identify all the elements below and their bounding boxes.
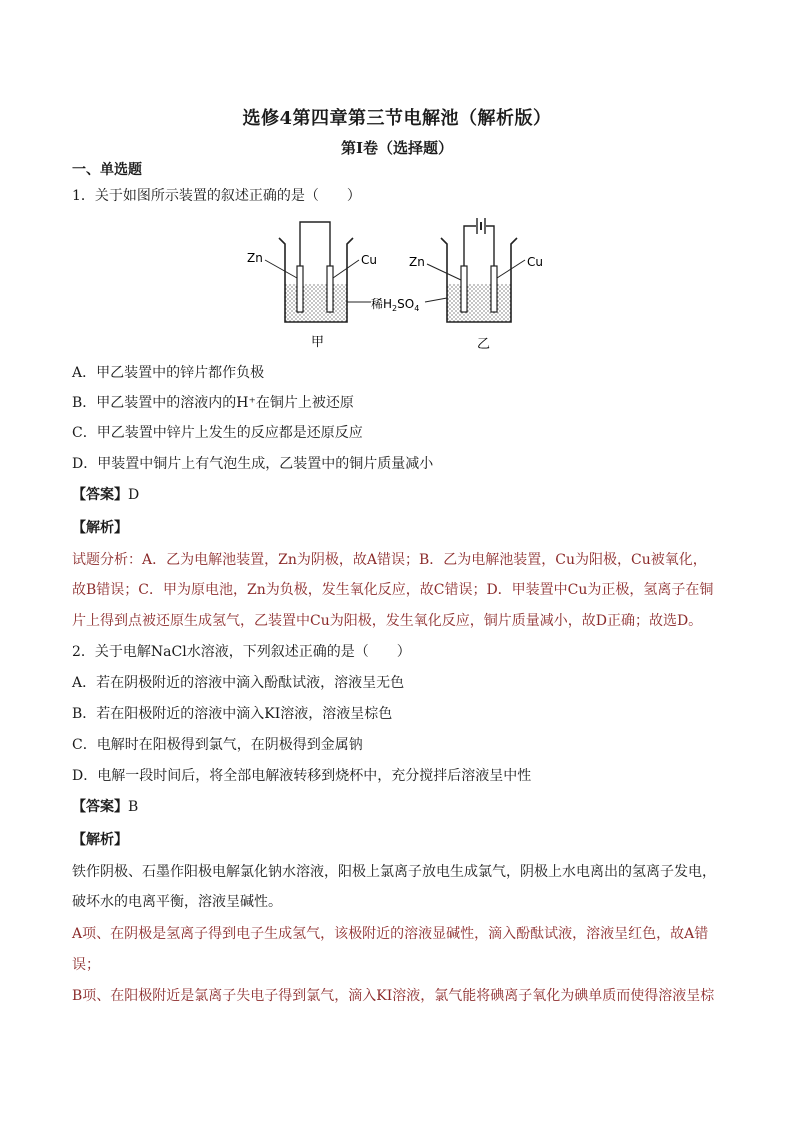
- q2-analysis-line-4: 误；: [72, 957, 100, 973]
- beaker-a-zn-pointer: [265, 260, 297, 278]
- q1-analysis-line-3: 片上得到点被还原生成氢气，乙装置中Cu为阳极，发生氧化反应，铜片质量减小，故D正确；故选D。: [72, 613, 703, 629]
- beaker-b-cu-label: Cu: [527, 255, 543, 269]
- q1-option-b: B．甲乙装置中的溶液内的H⁺在铜片上被还原: [72, 395, 354, 411]
- q1-option-c: C．甲乙装置中锌片上发生的反应都是还原反应: [72, 425, 363, 441]
- section-heading: 一、单选题: [72, 162, 142, 178]
- beaker-b-wire: [464, 226, 494, 266]
- q2-answer-value: B: [128, 799, 139, 815]
- document-title: 选修4第四章第三节电解池（解析版）: [242, 108, 552, 129]
- q2-analysis-line-3: A项、在阴极是氢离子得到电子生成氢气，该极附近的溶液显碱性，滴入酚酞试液，溶液呈红色，故A错: [72, 926, 709, 942]
- beaker-a-cu-pointer: [333, 260, 359, 278]
- beaker-b-zn-electrode: [461, 266, 467, 312]
- q2-analysis-line-5: B项、在阳极附近是氯离子失电子得到氯气，滴入KI溶液，氯气能将碘离子氧化为碘单质而使得溶液呈棕: [72, 988, 715, 1004]
- acid-pointer-right: [425, 298, 447, 302]
- beaker-b: [409, 218, 543, 352]
- q2-analysis-line-2: 破坏水的电离平衡，溶液呈碱性。: [72, 894, 282, 910]
- beaker-b-solution: [447, 284, 511, 322]
- q2-option-a: A．若在阴极附近的溶液中滴入酚酞试液，溶液呈无色: [72, 675, 405, 691]
- q1-option-a: A．甲乙装置中的锌片都作负极: [72, 365, 265, 381]
- q2-option-c: C．电解时在阳极得到氯气，在阴极得到金属钠: [72, 737, 363, 753]
- beaker-a-wire: [300, 222, 330, 266]
- beaker-a-cu-electrode: [327, 266, 333, 312]
- beaker-b-zn-label: Zn: [409, 255, 425, 269]
- question-2-stem: 2．关于电解NaCl水溶液，下列叙述正确的是（ ）: [72, 644, 411, 660]
- beaker-a-solution: [285, 284, 347, 322]
- beaker-a: [247, 222, 377, 350]
- beaker-b-cu-electrode: [491, 266, 497, 312]
- q2-answer: [72, 797, 732, 817]
- electrolysis-apparatus-figure: [235, 214, 555, 354]
- q2-analysis-line-1: 铁作阴极、石墨作阳极电解氯化钠水溶液，阳极上氯离子放电生成氯气，阴极上水电离出的氢离子发电，: [72, 864, 716, 880]
- q2-analysis-label: 【解析】: [72, 832, 128, 848]
- question-1-stem: 1．关于如图所示装置的叙述正确的是（ ）: [72, 188, 361, 204]
- beaker-a-caption: 甲: [311, 335, 325, 350]
- beaker-a-zn-electrode: [297, 266, 303, 312]
- beaker-a-cu-label: Cu: [361, 253, 377, 267]
- q2-option-b: B．若在阳极附近的溶液中滴入KI溶液，溶液呈棕色: [72, 706, 393, 722]
- beaker-b-zn-pointer: [427, 264, 461, 280]
- q1-answer: [72, 485, 732, 505]
- q2-answer-label: 【答案】: [72, 799, 128, 815]
- beaker-a-zn-label: Zn: [247, 251, 263, 265]
- q2-option-d: D．电解一段时间后，将全部电解液转移到烧杯中，充分搅拌后溶液呈中性: [72, 768, 532, 784]
- q1-analysis-line-1: 试题分析：A．乙为电解池装置，Zn为阴极，故A错误；B．乙为电解池装置，Cu为阳极，Cu被氧化，: [72, 552, 707, 568]
- beaker-b-caption: 乙: [477, 337, 491, 352]
- q1-analysis-label: 【解析】: [72, 520, 128, 536]
- q1-answer-label: 【答案】: [72, 487, 128, 503]
- q1-answer-value: D: [128, 487, 140, 503]
- q1-option-d: D．甲装置中铜片上有气泡生成，乙装置中的铜片质量减小: [72, 456, 434, 472]
- acid-label: 稀$H_2SO_4$: [371, 297, 420, 313]
- q1-analysis-line-2: 故B错误；C．甲为原电池，Zn为负极，发生氧化反应，故C错误；D．甲装置中Cu为正极，氢离子在铜: [72, 582, 714, 598]
- document-subtitle: 第I卷（选择题）: [340, 139, 454, 157]
